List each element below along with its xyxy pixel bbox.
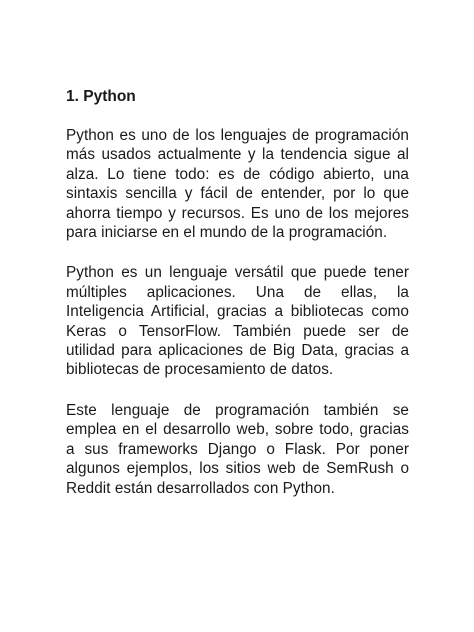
section-heading: 1. Python — [66, 88, 136, 105]
paragraph-intro: Python es uno de los lenguajes de programación más usados actualmente y la tendencia sigue al alza. Lo tiene todo: es de código abierto, una sintaxis sencilla y fácil de entender, por lo que ahorra tiempo y recursos. Es uno de los mejores para iniciarse en el mundo de la programación. — [66, 127, 409, 242]
document-body — [66, 87, 409, 519]
paragraph-web-development: Este lenguaje de programación también se emplea en el desarrollo web, sobre todo, gracias a sus frameworks Django o Flask. Por poner algunos ejemplos, los sitios web de SemRush o Reddit están desarrollados con Python. — [66, 401, 409, 497]
paragraph-applications: Python es un lenguaje versátil que puede tener múltiples aplicaciones. Una de ellas, la Inteligencia Artificial, gracias a bibliotecas como Keras o TensorFlow. También puede ser de utilidad para aplicaciones de Big Data, gracias a bibliotecas de procesamiento de datos. — [66, 264, 409, 379]
